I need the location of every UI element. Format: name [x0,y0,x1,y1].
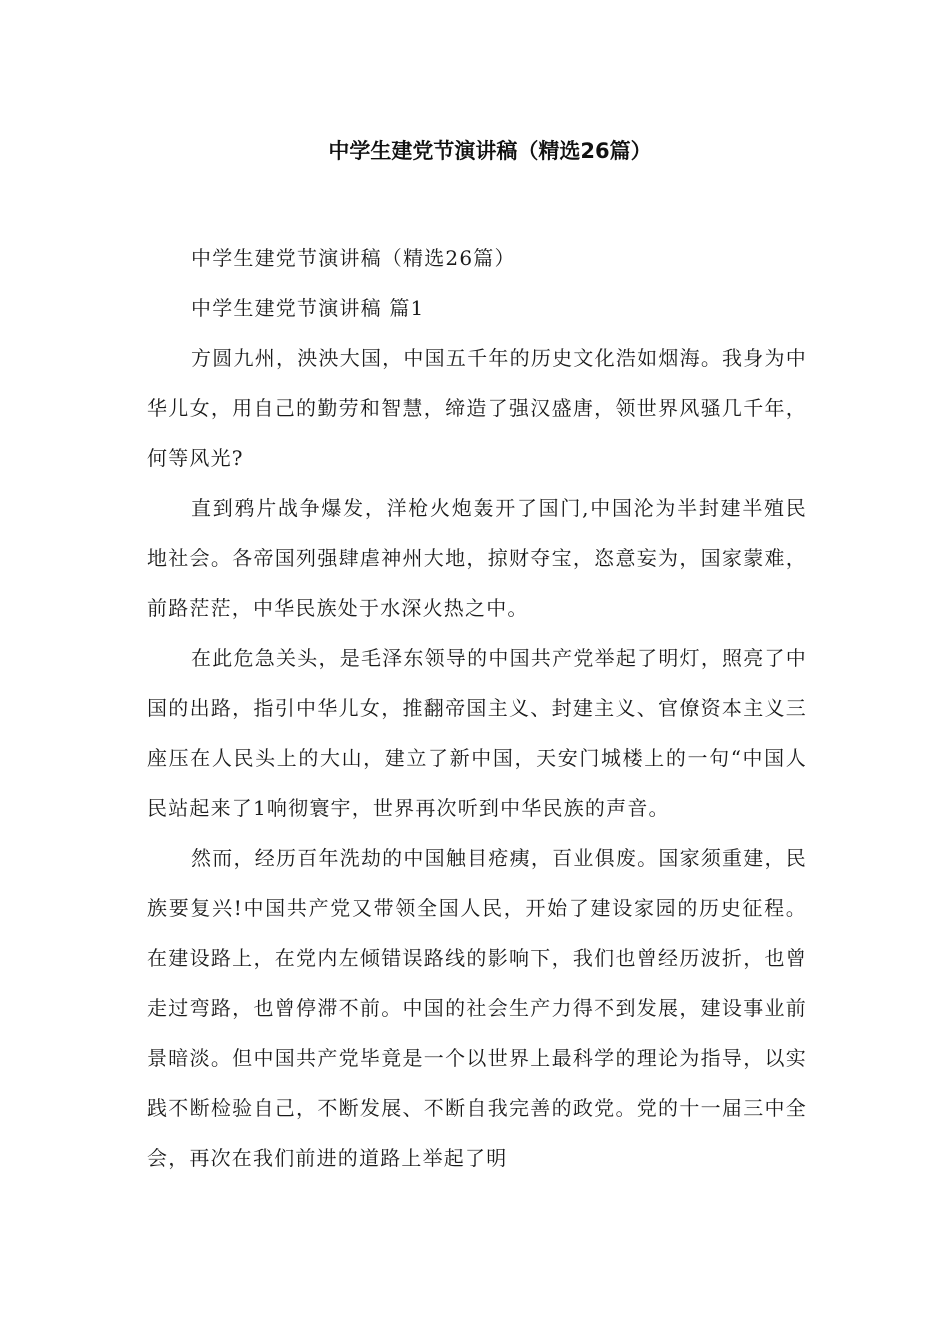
paragraph-4: 然而，经历百年洗劫的中国触目疮痍，百业俱废。国家须重建，民族要复兴!中国共产党又带领全国人民，开始了建设家园的历史征程。在建设路上，在党内左倾错误路线的影响下，我们也曾经历波折，也曾走过弯路，也曾停滞不前。中国的社会生产力得不到发展，建设事业前景暗淡。但中国共产党毕竟是一个以世界上最科学的理论为指导，以实践不断检验自己，不断发展、不断自我完善的政党。党的十一届三中全会，再次在我们前进的道路上举起了明 [147,846,807,1170]
paragraph-2: 直到鸦片战争爆发，洋枪火炮轰开了国门,中国沦为半封建半殖民地社会。各帝国列强肆虐神州大地，掠财夺宝，恣意妄为，国家蒙难，前路茫茫，中华民族处于水深火热之中。 [147,496,807,620]
paragraph-repeat-title: 中学生建党节演讲稿（精选26篇） [191,246,516,270]
paragraph-1: 方圆九州，泱泱大国，中国五千年的历史文化浩如烟海。我身为中华儿女，用自己的勤劳和智慧，缔造了强汉盛唐，领世界风骚几千年，何等风光? [147,346,807,470]
paragraph-3: 在此危急关头，是毛泽东领导的中国共产党举起了明灯，照亮了中国的出路，指引中华儿女，推翻帝国主义、封建主义、官僚资本主义三座压在人民头上的大山，建立了新中国，天安门城楼上的一句“中国人民站起来了1响彻寰宇，世界再次听到中华民族的声音。 [147,646,807,820]
document-body [147,233,807,1183]
document-title: 中学生建党节演讲稿（精选26篇） [328,139,652,163]
paragraph-section-heading: 中学生建党节演讲稿 篇1 [191,296,425,320]
